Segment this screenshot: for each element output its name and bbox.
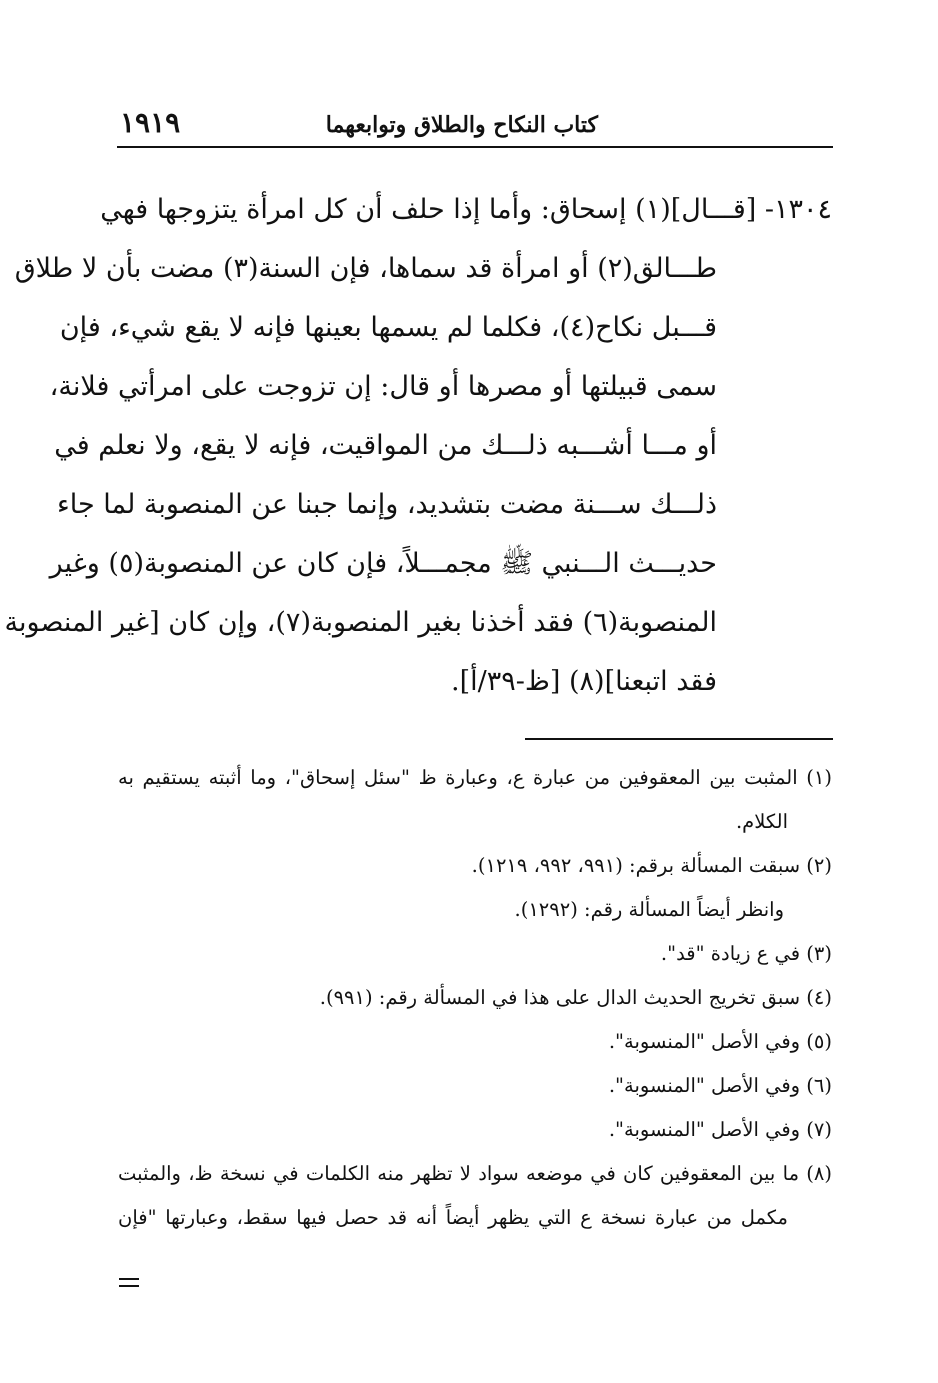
footnote-line: (٦) وفي الأصل "المنسوبة".: [608, 1074, 832, 1097]
footnote-line: (٣) في ع زيادة "قد".: [660, 942, 832, 965]
page-header: [117, 104, 833, 144]
body-line: ذلـــك ســـنة مضت بتشديد، وإنما جبنا عن المنصوبة لما جاء: [57, 489, 717, 520]
body-line: ١٣٠٤- [قـــال](١) إسحاق: وأما إذا حلف أن كل امرأة يتزوجها فهي: [100, 194, 832, 225]
footnote-line: (٢) سبقت المسألة برقم: (٩٩١، ٩٩٢، ١٢١٩).: [471, 854, 832, 877]
footnote-line: الكلام.: [735, 810, 788, 833]
header-rule: [117, 146, 833, 148]
continuation-mark: [119, 1278, 139, 1288]
footnote-line: (١) المثبت بين المعقوفين من عبارة ع، وعبارة ظ "سئل إسحاق"، وما أثبته يستقيم به: [118, 766, 832, 789]
body-line: المنصوبة(٦) فقد أخذنا بغير المنصوبة(٧)، وإن كان [غير المنصوبة: [4, 607, 717, 638]
main-text: [4, 180, 832, 711]
footnote-line: (٨) ما بين المعقوفين كان في موضعه سواد لا تظهر منه الكلمات في نسخة ظ، والمثبت: [118, 1162, 832, 1185]
body-line: طـــالق(٢) أو امرأة قد سماها، فإن السنة(٣) مضت بأن لا طلاق: [14, 253, 717, 284]
page-number: ١٩١٩: [120, 106, 181, 139]
body-line: فقد اتبعنا](٨) [ظ-٣٩/أ].: [451, 666, 717, 697]
footnote-line: (٧) وفي الأصل "المنسوبة".: [608, 1118, 832, 1141]
body-line: أو مـــا أشـــبه ذلـــك من المواقيت، فإنه لا يقع، ولا نعلم في: [54, 430, 717, 461]
footnotes: [118, 756, 832, 1240]
footnote-rule: [525, 738, 833, 740]
body-line: حديـــث الـــنبي ﷺ مجمـــلاً، فإن كان عن المنصوبة(٥) وغير: [49, 548, 717, 579]
footnote-line: (٤) سبق تخريج الحديث الدال على هذا في المسألة رقم: (٩٩١).: [319, 986, 832, 1009]
body-line: سمى قبيلتها أو مصرها أو قال: إن تزوجت على امرأتي فلانة،: [49, 371, 717, 402]
footnote-line: (٥) وفي الأصل "المنسوبة".: [608, 1030, 832, 1053]
running-title: كتاب النكاح والطلاق وتوابعهما: [325, 112, 598, 138]
body-line: قـــبل نكاح(٤)، فكلما لم يسمها بعينها فإنه لا يقع شيء، فإن: [59, 312, 717, 343]
footnote-line: مكمل من عبارة نسخة ع التي يظهر أيضاً أنه قد حصل فيها سقط، وعبارتها "فإن: [118, 1206, 788, 1229]
footnote-line: وانظر أيضاً المسألة رقم: (١٢٩٢).: [514, 898, 784, 921]
